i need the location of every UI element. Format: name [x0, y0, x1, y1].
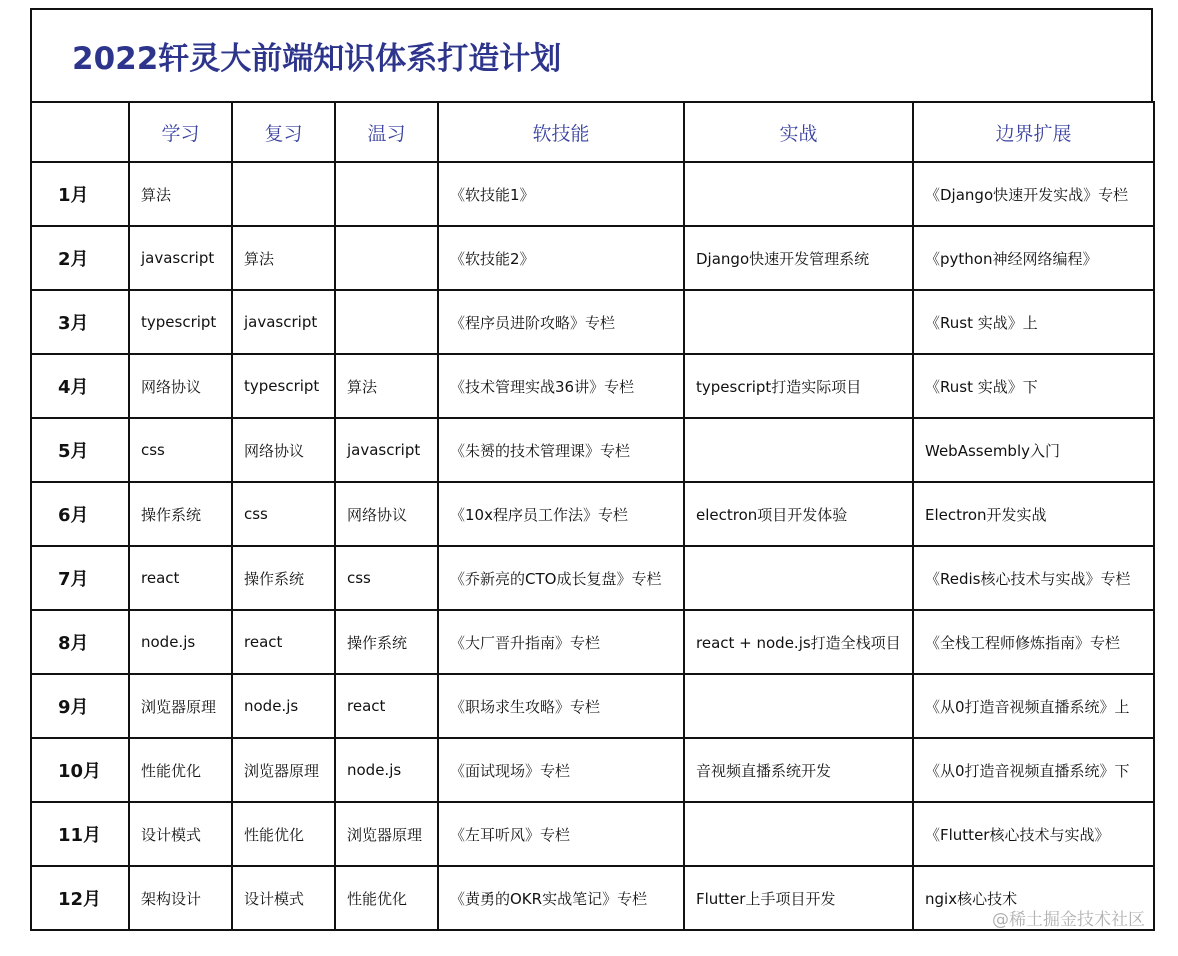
- table-cell: [232, 162, 335, 226]
- table-cell: 操作系统: [129, 482, 232, 546]
- table-cell: 《10x程序员工作法》专栏: [438, 482, 684, 546]
- table-row: [31, 610, 1154, 674]
- table-cell: 《朱赟的技术管理课》专栏: [438, 418, 684, 482]
- table-row: [31, 354, 1154, 418]
- page-title: 2022轩灵大前端知识体系打造计划: [72, 41, 562, 77]
- month-cell: 2月: [31, 226, 129, 290]
- column-header: 学习: [129, 102, 232, 162]
- table-cell: 《Rust 实战》下: [913, 354, 1154, 418]
- month-cell: 9月: [31, 674, 129, 738]
- table-cell: [335, 226, 438, 290]
- column-header: 软技能: [438, 102, 684, 162]
- table-cell: 《Flutter核心技术与实战》: [913, 802, 1154, 866]
- table-cell: 《软技能1》: [438, 162, 684, 226]
- table-row: [31, 290, 1154, 354]
- table-row: [31, 418, 1154, 482]
- table-cell: 《从0打造音视频直播系统》下: [913, 738, 1154, 802]
- table-row: [31, 162, 1154, 226]
- table-cell: javascript: [232, 290, 335, 354]
- table-row: [31, 674, 1154, 738]
- table-cell: 操作系统: [232, 546, 335, 610]
- table-cell: 网络协议: [232, 418, 335, 482]
- table-cell: [335, 290, 438, 354]
- table-row: [31, 802, 1154, 866]
- table-cell: css: [129, 418, 232, 482]
- table-cell: 《python神经网络编程》: [913, 226, 1154, 290]
- table-cell: 网络协议: [335, 482, 438, 546]
- table-cell: 浏览器原理: [232, 738, 335, 802]
- month-cell: 10月: [31, 738, 129, 802]
- table-row: [31, 482, 1154, 546]
- title-bar: [30, 8, 1153, 101]
- table-cell: [684, 290, 913, 354]
- month-cell: 11月: [31, 802, 129, 866]
- month-cell: 3月: [31, 290, 129, 354]
- table-cell: 性能优化: [232, 802, 335, 866]
- month-cell: 5月: [31, 418, 129, 482]
- table-cell: 算法: [335, 354, 438, 418]
- table-cell: react: [335, 674, 438, 738]
- column-header: 温习: [335, 102, 438, 162]
- table-cell: 网络协议: [129, 354, 232, 418]
- table-cell: 《职场求生攻略》专栏: [438, 674, 684, 738]
- plan-table: [30, 101, 1155, 931]
- table-cell: react: [232, 610, 335, 674]
- table-cell: 《Rust 实战》上: [913, 290, 1154, 354]
- month-cell: 12月: [31, 866, 129, 930]
- plan-document: [30, 8, 1153, 931]
- table-cell: [684, 546, 913, 610]
- table-cell: node.js: [232, 674, 335, 738]
- header-row: [31, 102, 1154, 162]
- table-cell: [684, 418, 913, 482]
- table-cell: 浏览器原理: [129, 674, 232, 738]
- table-row: [31, 738, 1154, 802]
- table-cell: 《全栈工程师修炼指南》专栏: [913, 610, 1154, 674]
- month-cell: 6月: [31, 482, 129, 546]
- table-cell: 《Django快速开发实战》专栏: [913, 162, 1154, 226]
- table-cell: WebAssembly入门: [913, 418, 1154, 482]
- table-cell: [684, 162, 913, 226]
- table-cell: Django快速开发管理系统: [684, 226, 913, 290]
- table-cell: [684, 674, 913, 738]
- table-cell: ngix核心技术: [913, 866, 1154, 930]
- table-cell: 《程序员进阶攻略》专栏: [438, 290, 684, 354]
- table-cell: 性能优化: [335, 866, 438, 930]
- table-cell: node.js: [129, 610, 232, 674]
- table-cell: 设计模式: [129, 802, 232, 866]
- month-cell: 4月: [31, 354, 129, 418]
- table-cell: 《面试现场》专栏: [438, 738, 684, 802]
- table-row: [31, 546, 1154, 610]
- table-cell: 《大厂晋升指南》专栏: [438, 610, 684, 674]
- table-cell: 浏览器原理: [335, 802, 438, 866]
- watermark: @稀土掘金技术社区: [992, 910, 1145, 930]
- table-cell: 《Redis核心技术与实战》专栏: [913, 546, 1154, 610]
- table-cell: 操作系统: [335, 610, 438, 674]
- table-cell: 《黄勇的OKR实战笔记》专栏: [438, 866, 684, 930]
- table-cell: css: [232, 482, 335, 546]
- month-cell: 7月: [31, 546, 129, 610]
- table-cell: 音视频直播系统开发: [684, 738, 913, 802]
- column-header: 实战: [684, 102, 913, 162]
- table-cell: Flutter上手项目开发: [684, 866, 913, 930]
- month-cell: 8月: [31, 610, 129, 674]
- month-cell: 1月: [31, 162, 129, 226]
- table-cell: 《技术管理实战36讲》专栏: [438, 354, 684, 418]
- table-row: [31, 866, 1154, 930]
- table-cell: javascript: [129, 226, 232, 290]
- column-header: 边界扩展: [913, 102, 1154, 162]
- table-cell: 《左耳听风》专栏: [438, 802, 684, 866]
- table-cell: css: [335, 546, 438, 610]
- table-cell: 《软技能2》: [438, 226, 684, 290]
- table-cell: typescript打造实际项目: [684, 354, 913, 418]
- table-cell: react + node.js打造全栈项目: [684, 610, 913, 674]
- table-cell: 算法: [232, 226, 335, 290]
- table-cell: typescript: [232, 354, 335, 418]
- table-cell: react: [129, 546, 232, 610]
- table-cell: electron项目开发体验: [684, 482, 913, 546]
- table-cell: 《从0打造音视频直播系统》上: [913, 674, 1154, 738]
- table-cell: [684, 802, 913, 866]
- table-cell: 算法: [129, 162, 232, 226]
- table-cell: [335, 162, 438, 226]
- table-cell: node.js: [335, 738, 438, 802]
- table-cell: 架构设计: [129, 866, 232, 930]
- column-header: 复习: [232, 102, 335, 162]
- table-cell: Electron开发实战: [913, 482, 1154, 546]
- table-cell: 性能优化: [129, 738, 232, 802]
- table-cell: 《乔新亮的CTO成长复盘》专栏: [438, 546, 684, 610]
- table-cell: javascript: [335, 418, 438, 482]
- column-header: [31, 102, 129, 162]
- table-cell: 设计模式: [232, 866, 335, 930]
- table-cell: typescript: [129, 290, 232, 354]
- table-row: [31, 226, 1154, 290]
